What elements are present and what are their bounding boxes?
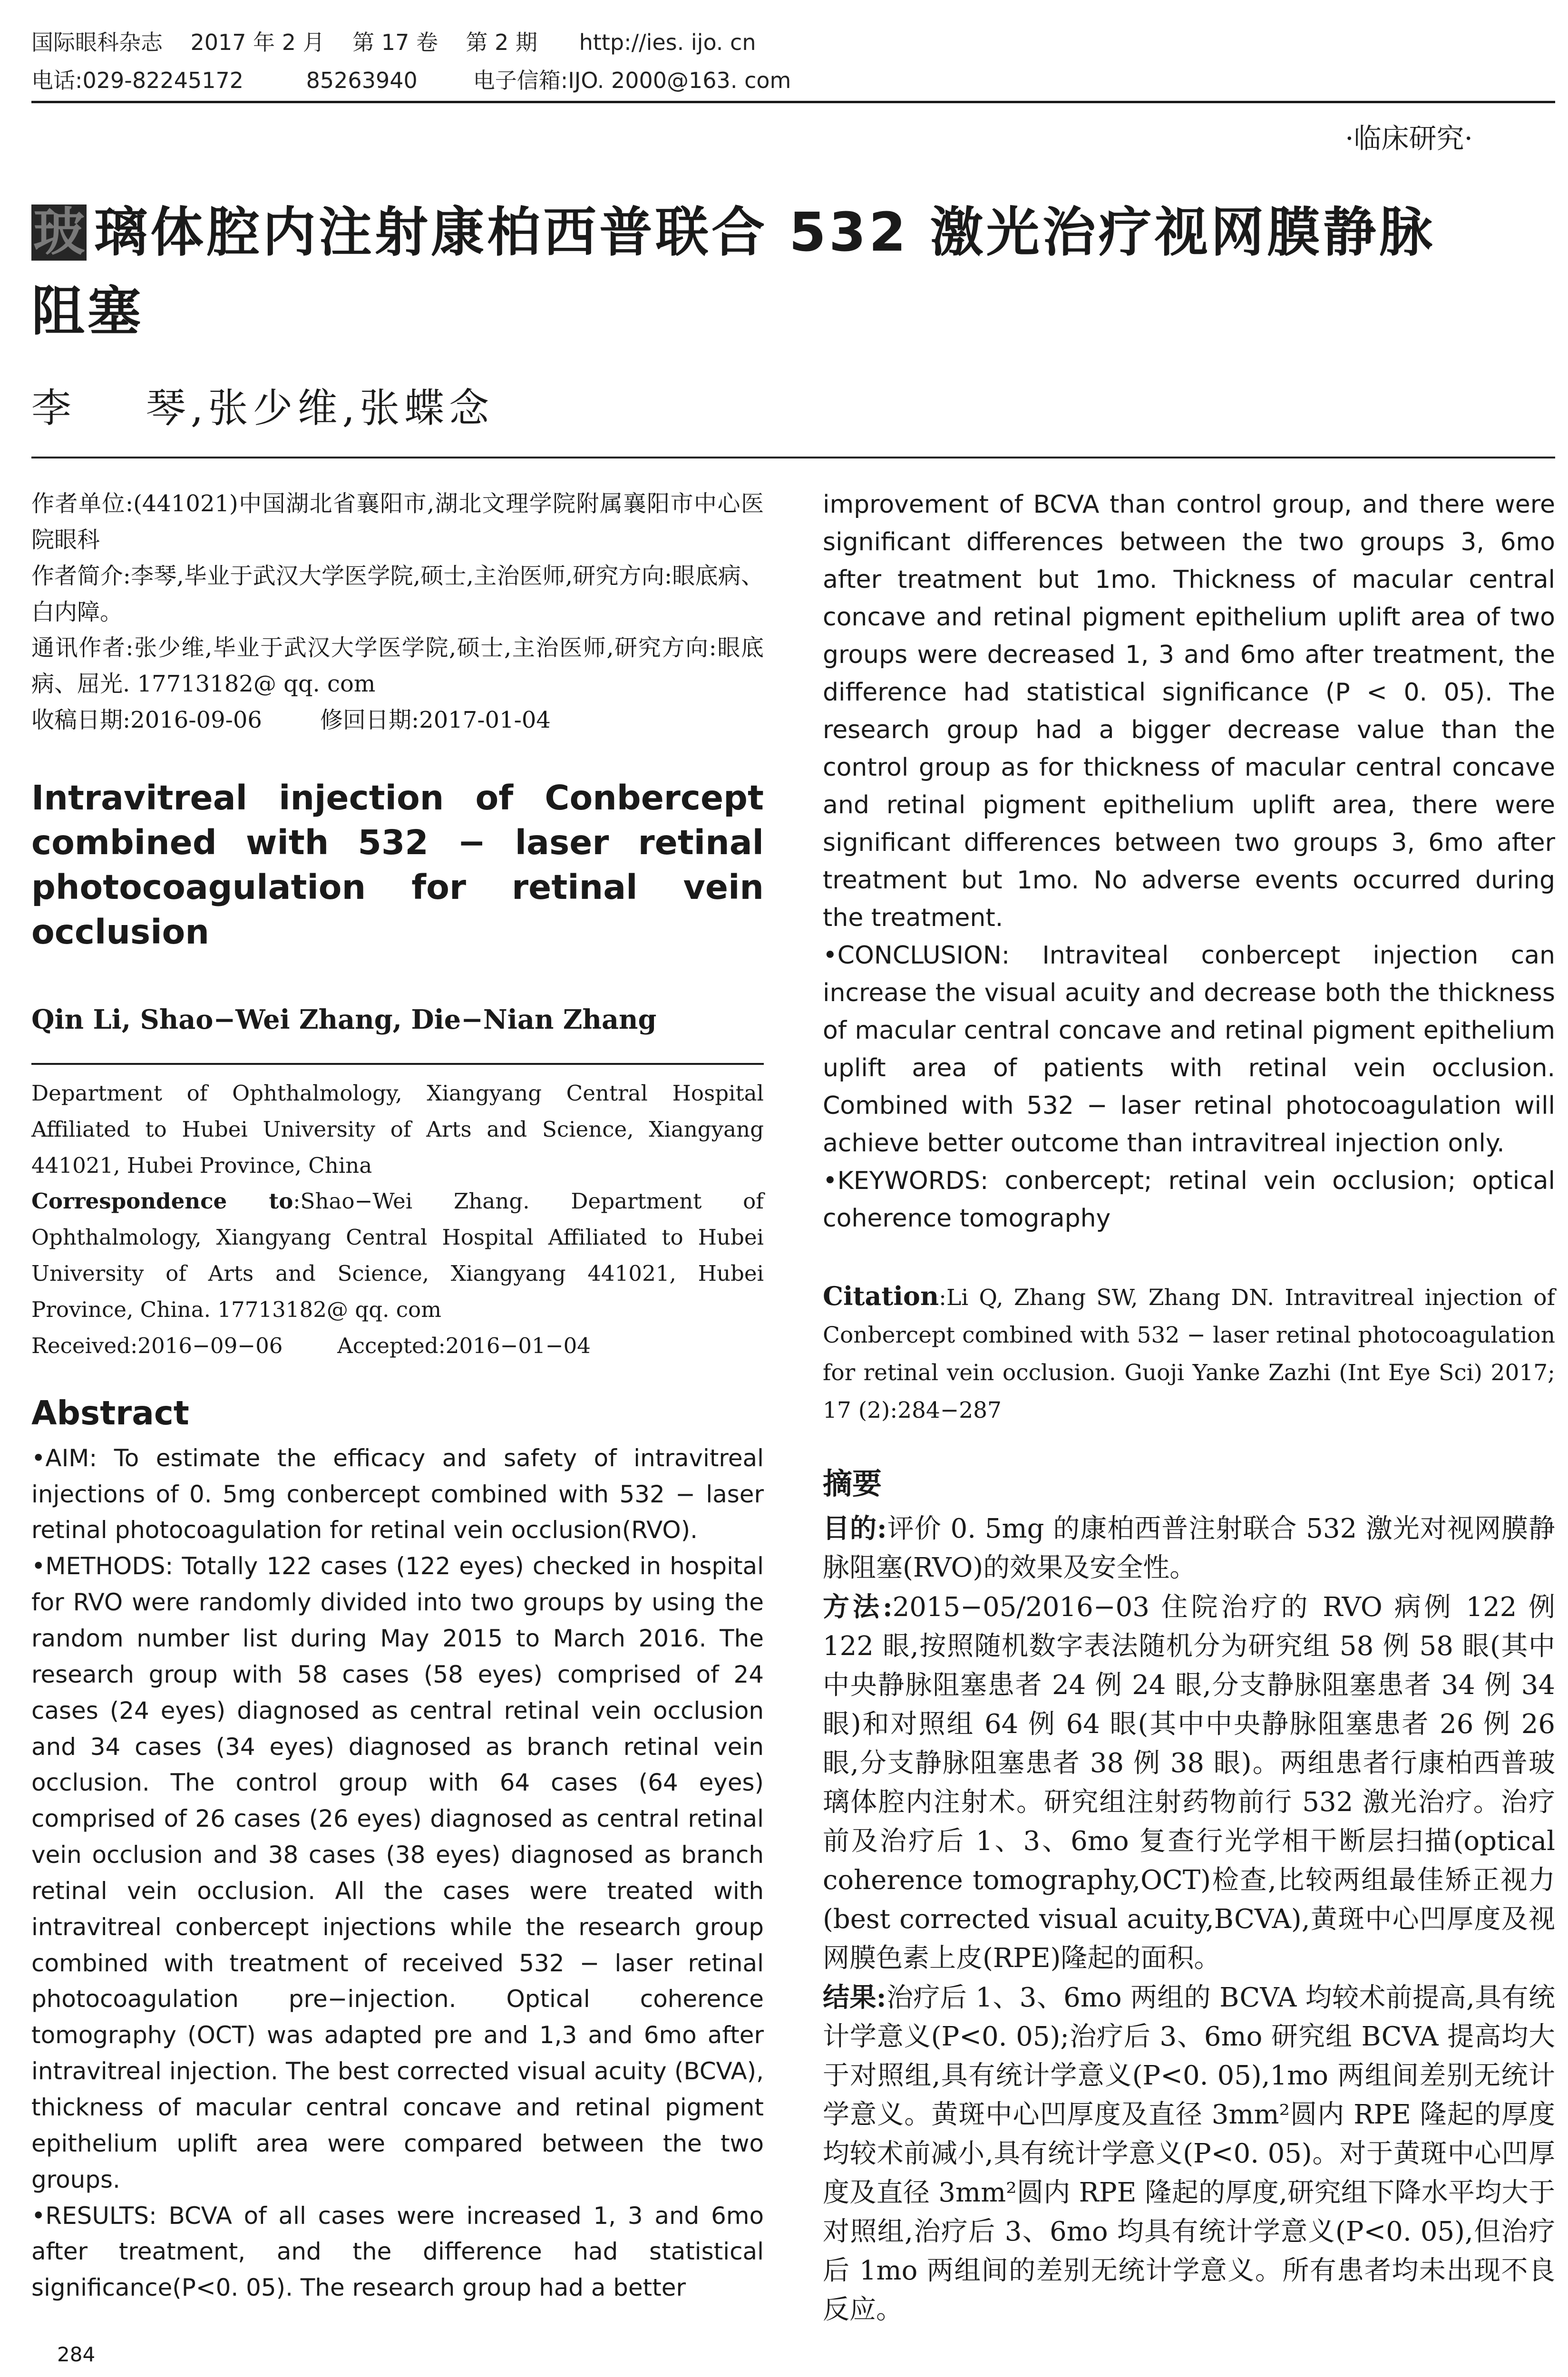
author-bio-cn: 作者简介:李琴,毕业于武汉大学医学院,硕士,主治医师,研究方向:眼底病、白内障。	[31, 562, 764, 625]
affiliation-rule	[31, 1063, 764, 1065]
journal-header-line2: 电话:029-82245172 85263940 电子信箱:IJO. 2000@163. com	[31, 68, 791, 93]
section-label: ·临床研究·	[1345, 122, 1473, 155]
citation-text: :Li Q, Zhang SW, Zhang DN. Intravitreal injection of Conbercept combined with 532 − laser retinal photocoagulation for retinal vein occlusion. Guoji Yanke Zazhi (Int Eye Sci) 2017; 17 (2):284−287	[823, 1285, 1555, 1423]
english-affiliation: Department of Ophthalmology, Xiangyang Central Hospital Affiliated to Hubei University of Arts and Science, Xiangyang 441021, Hubei Province, China	[31, 1080, 764, 1178]
abstract-aim: •AIM: To estimate the efficacy and safety of intravitreal injections of 0. 5mg conbercept combined with 532 − laser retinal photocoagulation for retinal vein occlusion(RVO).	[31, 1444, 764, 1544]
english-correspondence	[31, 1183, 764, 1327]
chinese-abstract-heading: 摘要	[823, 1466, 882, 1501]
chinese-results-label: 结果:	[823, 1982, 886, 2013]
correspondence-text: :Shao−Wei Zhang. Department of Ophthalmology, Xiangyang Central Hospital Affiliated to Hubei University of Arts and Science, Xiangyang 441021, Hubei Province, China. 17713182@ qq. com	[31, 1188, 764, 1322]
title-first-char-highlight	[31, 205, 87, 261]
abstract-heading: Abstract	[31, 1394, 189, 1432]
article-title-row	[31, 202, 1568, 263]
chinese-results	[823, 1978, 1555, 2329]
abstract-conclusion: •CONCLUSION: Intraviteal conbercept injection can increase the visual acuity and decrease both the thickness of macular central concave and retinal pigment epithelium uplift area of patients with retinal vein occlusion. Combined with 532 − laser retinal photocoagulation will achieve better outcome than intravitreal injection only.	[823, 941, 1555, 1158]
chinese-aim	[823, 1509, 1555, 1588]
page-number: 284	[57, 2343, 96, 2366]
abstract-keywords: •KEYWORDS: conbercept; retinal vein occlusion; optical coherence tomography	[823, 1167, 1555, 1233]
right-column	[823, 486, 1555, 2329]
title-first-char: 玻	[33, 203, 85, 262]
chinese-methods-text: 2015−05/2016−03 住院治疗的 RVO 病例 122 例 122 眼,按照随机数字表法随机分为研究组 58 例 58 眼(其中中央静脉阻塞患者 24 例 24 眼,分支静脉阻塞患者 34 例 34 眼)和对照组 64 例 64 眼(其中中央静脉阻塞患者 26 例 26 眼,分支静脉阻塞患者 38 例 38 眼)。两组患者行康柏西普玻璃体腔内注射术。研究组注射药物前行 532 激光治疗。治疗前及治疗后 1、3、6mo 复查行光学相干断层扫描(optical coherence tomography,OCT)检查,比较两组最佳矫正视力(best corrected visual acuity,BCVA),黄斑中心凹厚度及视网膜色素上皮(RPE)隆起的面积。	[823, 1592, 1556, 1974]
chinese-methods-label: 方法:	[823, 1591, 893, 1623]
chinese-aim-label: 目的:	[823, 1513, 887, 1544]
author-info-block	[31, 486, 764, 739]
abstract-results-continued: improvement of BCVA than control group, and there were significant differences between the two groups 3, 6mo after treatment but 1mo. Thickness of macular central concave and retinal pigment epithelium uplift area of two groups were decreased 1, 3 and 6mo after treatment, the difference had statistical significance (P < 0. 05). The research group had a bigger decrease value than the control group as for thickness of macular central concave and retinal pigment epithelium uplift area, there were significant differences between two groups 3, 6mo after treatment but 1mo. No adverse events occurred during the treatment.	[823, 490, 1555, 932]
chinese-results-text: 治疗后 1、3、6mo 两组的 BCVA 均较术前提高,具有统计学意义(P<0. 05);治疗后 3、6mo 研究组 BCVA 提高均大于对照组,具有统计学意义(P<0. 05),1mo 两组间差别无统计学意义。黄斑中心凹厚度及直径 3mm²圆内 RPE 隆起的厚度均较术前减小,具有统计学意义(P<0. 05)。对于黄斑中心凹厚度及直径 3mm²圆内 RPE 隆起的厚度,研究组下降水平均大于对照组,治疗后 3、6mo 均具有统计学意义(P<0. 05),但治疗后 1mo 两组间的差别无统计学意义。所有患者均未出现不良反应。	[823, 1982, 1556, 2325]
left-column	[31, 486, 764, 2306]
header-rule	[31, 101, 1555, 103]
chinese-aim-text: 评价 0. 5mg 的康柏西普注射联合 532 激光对视网膜静脉阻塞(RVO)的效果及安全性。	[823, 1513, 1556, 1583]
correspondence-label: Correspondence to	[31, 1188, 293, 1214]
citation-label: Citation	[823, 1281, 939, 1311]
authors-chinese: 李 琴,张少维,张蝶念	[31, 385, 494, 431]
english-title: Intravitreal injection of Conbercept combined with 532 − laser retinal photocoagulation for retinal vein occlusion	[31, 778, 764, 952]
english-authors: Qin Li, Shao−Wei Zhang, Die−Nian Zhang	[31, 1004, 657, 1036]
corresponding-author-cn: 通讯作者:张少维,毕业于武汉大学医学院,硕士,主治医师,研究方向:眼底病、屈光. 17713182@ qq. com	[31, 634, 764, 698]
chinese-methods	[823, 1588, 1555, 1978]
authors-rule	[31, 457, 1555, 458]
journal-header-line1: 国际眼科杂志 2017 年 2 月 第 17 卷 第 2 期 http://ies. ijo. cn	[31, 29, 756, 55]
article-title-line1: 璃体腔内注射康柏西普联合 532 激光治疗视网膜静脉	[94, 202, 1435, 263]
article-title-line2: 阻塞	[31, 281, 144, 342]
abstract-methods: •METHODS: Totally 122 cases (122 eyes) checked in hospital for RVO were randomly divided into two groups by using the random number list during May 2015 to March 2016. The research group with 58 cases (58 eyes) comprised of 24 cases (24 eyes) diagnosed as central retinal vein occlusion and 34 cases (34 eyes) diagnosed as branch retinal vein occlusion. The control group with 64 cases (64 eyes) comprised of 26 cases (26 eyes) diagnosed as central retinal vein occlusion and 38 cases (38 eyes) diagnosed as branch retinal vein occlusion. All the cases were treated with intravitreal conbercept injections while the research group combined with treatment of received 532 − laser retinal photocoagulation pre−injection. Optical coherence tomography (OCT) was adapted pre and 1,3 and 6mo after intravitreal injection. The best corrected visual acuity (BCVA), thickness of macular central concave and retinal pigment epithelium uplift area were compared between the two groups.	[31, 1552, 764, 2193]
dates-cn: 收稿日期:2016-09-06 修回日期:2017-01-04	[31, 707, 551, 734]
citation	[823, 1277, 1555, 1429]
abstract-results-start: •RESULTS: BCVA of all cases were increased 1, 3 and 6mo after treatment, and the difference had statistical significance(P<0. 05). The research group had a better	[31, 2202, 764, 2302]
received-accepted: Received:2016−09−06 Accepted:2016−01−04	[31, 1333, 591, 1358]
author-affiliation-cn: 作者单位:(441021)中国湖北省襄阳市,湖北文理学院附属襄阳市中心医院眼科	[31, 490, 764, 553]
